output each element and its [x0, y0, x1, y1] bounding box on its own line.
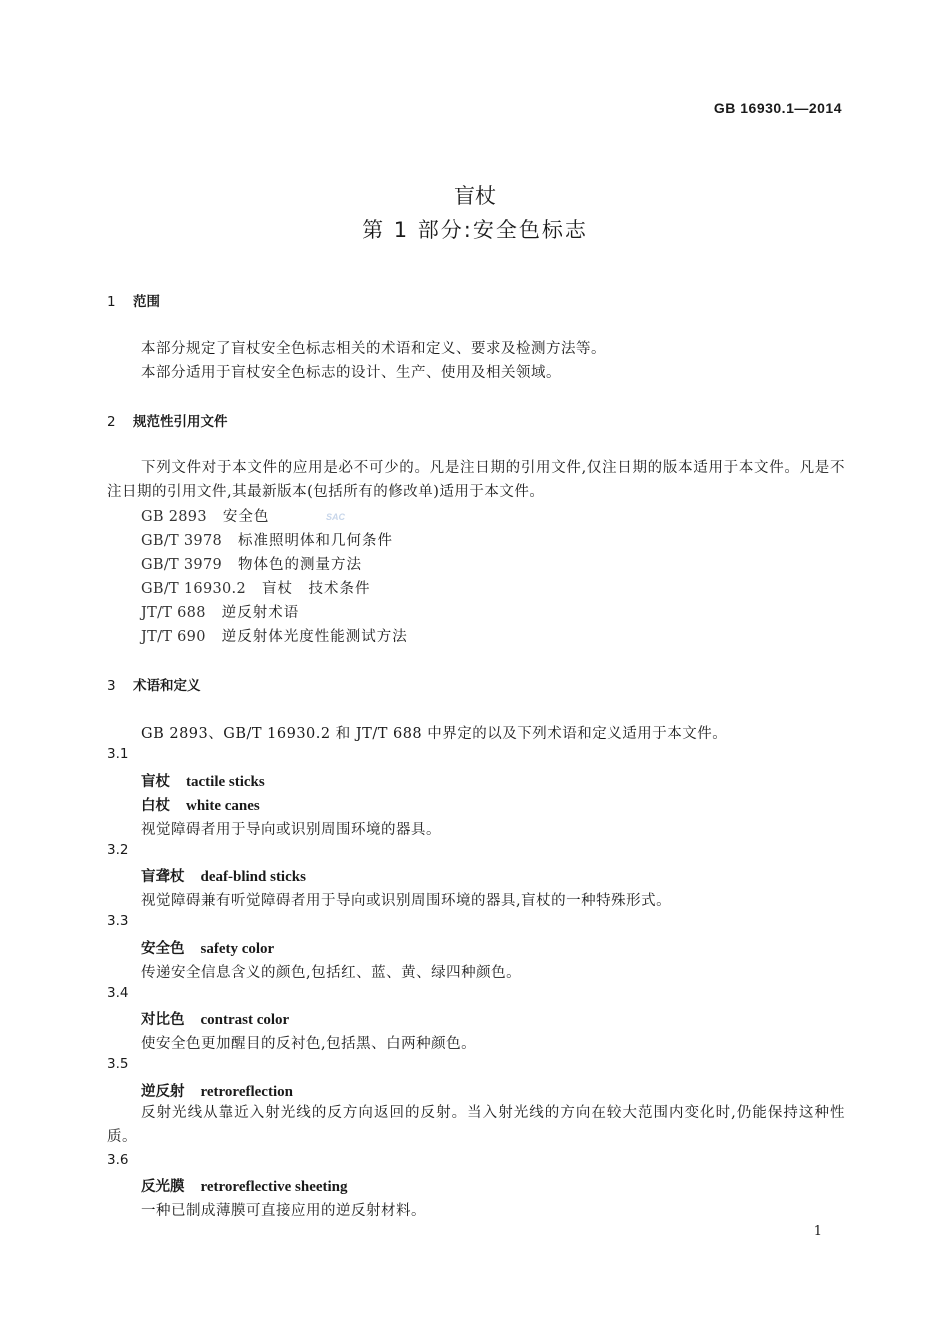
reference-name: 逆反射术语: [221, 605, 300, 621]
term-en: contrast color: [200, 1012, 290, 1028]
reference-name: 逆反射体光度性能测试方法: [221, 629, 408, 645]
term-definition: 视觉障碍者用于导向或识别周围环境的器具。: [141, 822, 441, 838]
term-heading: [141, 937, 274, 958]
term-number: 3.1: [107, 746, 129, 762]
references-intro: 下列文件对于本文件的应用是必不可少的。凡是注日期的引用文件,仅注日期的版本适用于本文件。凡是不注日期的引用文件,其最新版本(包括所有的修改单)适用于本文件。: [107, 460, 845, 500]
term-number: 3.3: [107, 913, 129, 929]
term-zh: 反光膜: [141, 1179, 185, 1195]
reference-item: [141, 529, 393, 550]
term-number: 3.4: [107, 985, 129, 1001]
term-en: tactile sticks: [186, 774, 265, 790]
term-definition: 使安全色更加醒目的反衬色,包括黑、白两种颜色。: [141, 1036, 477, 1052]
reference-name: 标准照明体和几何条件: [238, 533, 394, 549]
reference-code: GB/T 16930.2: [141, 581, 246, 597]
terms-intro: GB 2893、GB/T 16930.2 和 JT/T 688 中界定的以及下列术语和定义适用于本文件。: [141, 726, 728, 742]
term-en: deaf-blind sticks: [200, 869, 306, 885]
reference-code: GB/T 3979: [141, 557, 223, 573]
document-subtitle: 第 1 部分:安全色标志: [362, 218, 588, 242]
reference-item: [141, 553, 362, 574]
term-number: 3.6: [107, 1152, 129, 1168]
term-en: retroreflection: [200, 1084, 293, 1100]
term-definition: 传递安全信息含义的颜色,包括红、蓝、黄、绿四种颜色。: [141, 965, 522, 981]
page-number: 1: [813, 1224, 822, 1239]
reference-name: 盲杖 技术条件: [261, 581, 371, 597]
scope-paragraph-2: 本部分适用于盲杖安全色标志的设计、生产、使用及相关领域。: [141, 365, 561, 381]
term-zh: 安全色: [141, 941, 185, 957]
term-number: 3.5: [107, 1056, 129, 1072]
reference-code: JT/T 690: [141, 629, 206, 645]
reference-item: [141, 505, 269, 526]
term-zh: 盲聋杖: [141, 869, 185, 885]
term-zh: 盲杖: [141, 774, 170, 790]
term-en: white canes: [186, 798, 260, 814]
standard-code: GB 16930.1—2014: [713, 100, 842, 116]
term-heading: [141, 1175, 348, 1196]
scope-paragraph-1: 本部分规定了盲杖安全色标志相关的术语和定义、要求及检测方法等。: [141, 341, 606, 357]
section-title: 规范性引用文件: [133, 414, 228, 430]
reference-item: [141, 625, 408, 646]
reference-item: [141, 601, 299, 622]
reference-code: GB/T 3978: [141, 533, 223, 549]
section-number: 3: [107, 678, 116, 694]
term-zh: 白杖: [141, 798, 170, 814]
term-heading: [141, 770, 265, 791]
reference-code: GB 2893: [141, 509, 207, 525]
term-zh: 对比色: [141, 1012, 185, 1028]
reference-name: 物体色的测量方法: [238, 557, 363, 573]
term-heading: [141, 1008, 289, 1029]
term-number: 3.2: [107, 842, 129, 858]
document-title: 盲杖: [454, 184, 496, 208]
reference-name: 安全色: [222, 509, 270, 525]
section-number: 2: [107, 414, 116, 430]
section-title: 范围: [133, 294, 160, 310]
term-zh: 逆反射: [141, 1084, 185, 1100]
section-heading-normative-references: [107, 410, 228, 430]
term-definition: 一种已制成薄膜可直接应用的逆反射材料。: [141, 1203, 426, 1219]
term-en: safety color: [200, 941, 275, 957]
term-en: retroreflective sheeting: [200, 1179, 348, 1195]
section-number: 1: [107, 294, 116, 310]
section-title: 术语和定义: [133, 678, 201, 694]
section-heading-terms: [107, 674, 201, 694]
term-heading: [141, 1080, 293, 1101]
section-heading-scope: [107, 290, 160, 310]
watermark-logo: SAC: [326, 512, 346, 522]
reference-item: [141, 577, 370, 598]
term-heading-synonym: [141, 794, 260, 815]
term-definition: 视觉障碍兼有听觉障碍者用于导向或识别周围环境的器具,盲杖的一种特殊形式。: [141, 893, 672, 909]
term-definition: 反射光线从靠近入射光线的反方向返回的反射。当入射光线的方向在较大范围内变化时,仍能保持这种性质。: [107, 1105, 845, 1145]
term-heading: [141, 865, 306, 886]
reference-code: JT/T 688: [141, 605, 206, 621]
